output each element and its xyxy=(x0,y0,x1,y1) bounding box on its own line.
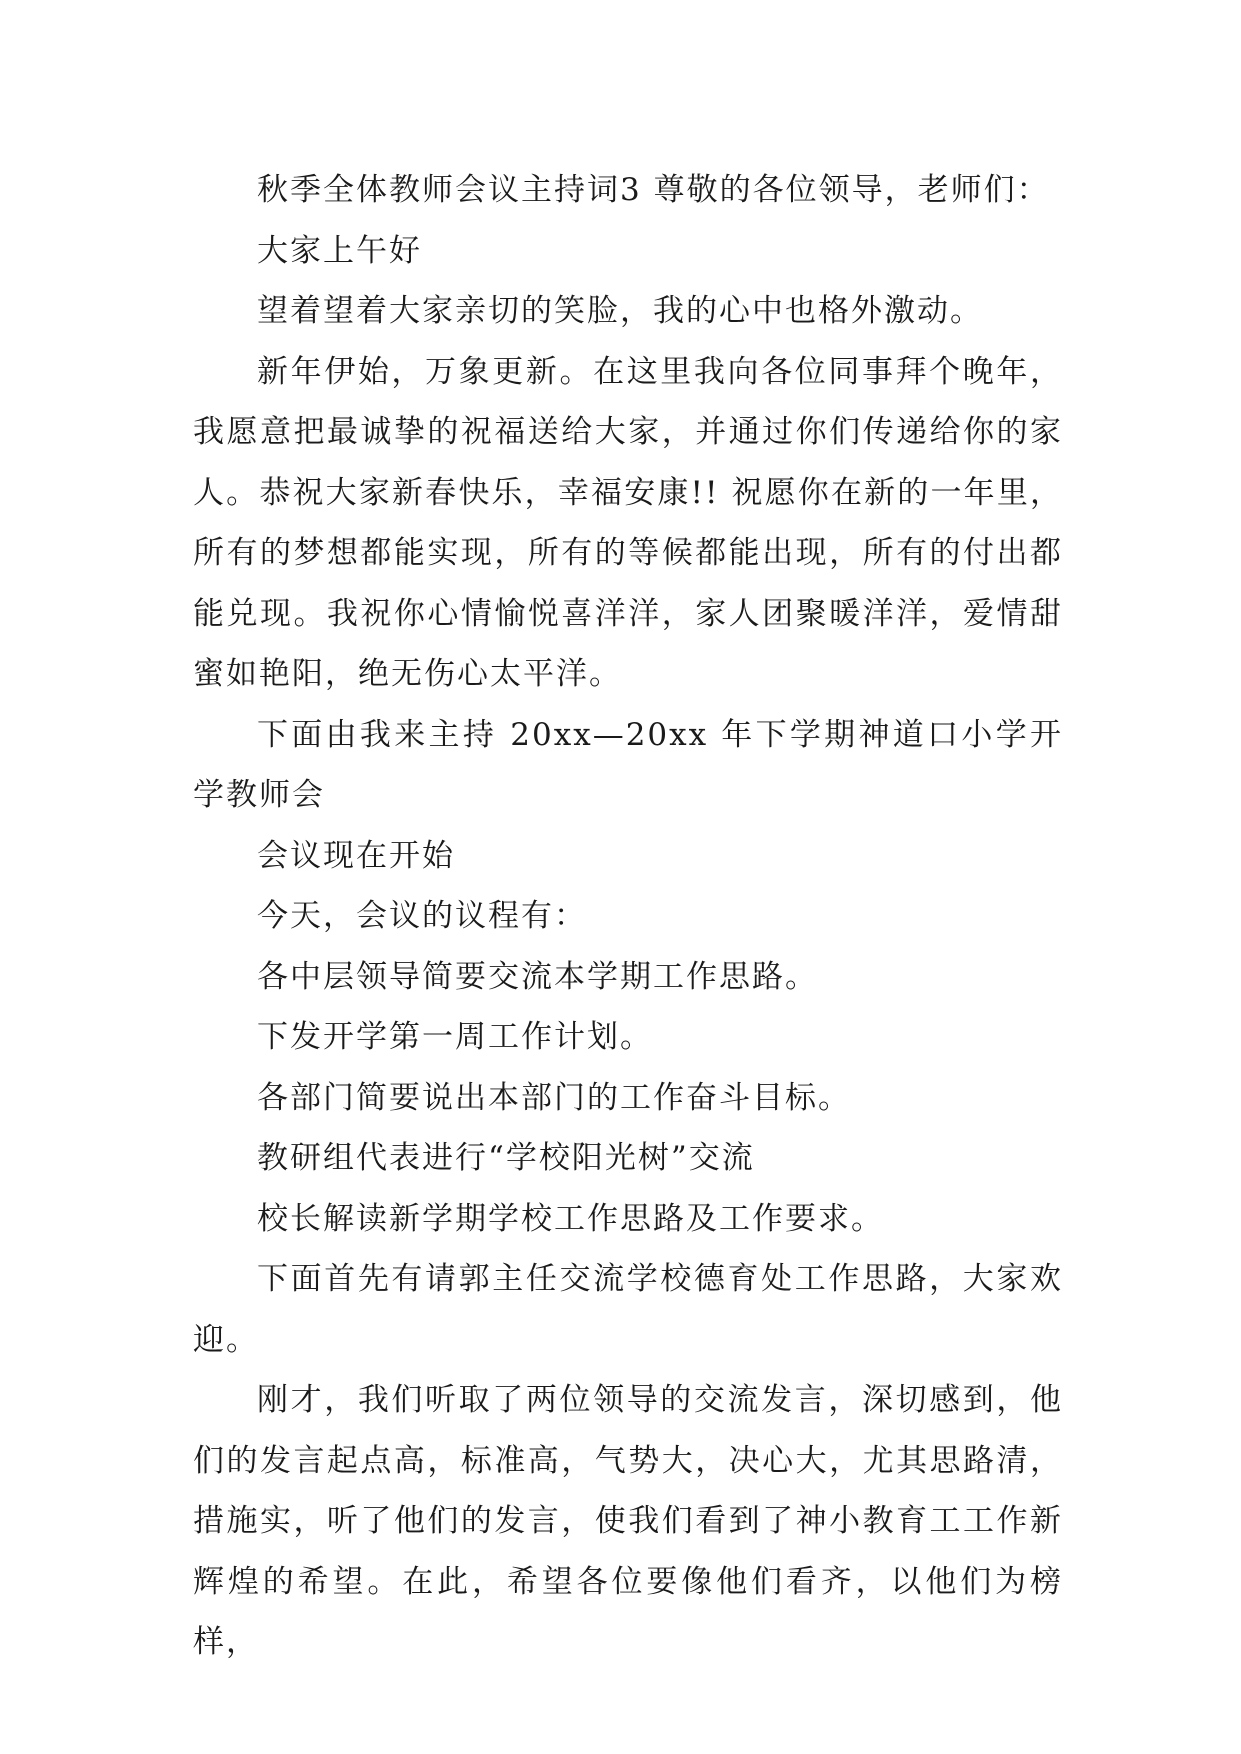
paragraph: 下面由我来主持 20xx—20xx 年下学期神道口小学开学教师会 xyxy=(193,716,1063,813)
agenda-item: 下发开学第一周工作计划。 xyxy=(257,1019,653,1055)
paragraph: 望着望着大家亲切的笑脸，我的心中也格外激动。 xyxy=(257,293,983,329)
paragraph-closing: 刚才，我们听取了两位领导的交流发言，深切感到，他们的发言起点高，标准高，气势大，决心大，尤其思路清，措施实，听了他们的发言，使我们看到了神小教育工工作新辉煌的希望。在此，希望各位要像他们看齐，以他们为榜样， xyxy=(193,1382,1063,1660)
agenda-item: 教研组代表进行“学校阳光树”交流 xyxy=(257,1140,755,1176)
paragraph-title: 秋季全体教师会议主持词3 尊敬的各位领导，老师们： xyxy=(257,172,1050,208)
paragraph-new-year: 新年伊始，万象更新。在这里我向各位同事拜个晚年，我愿意把最诚挚的祝福送给大家，并通过你们传递给你的家人。恭祝大家新春快乐，幸福安康!! 祝愿你在新的一年里，所有的梦想都能实现，所有的等候都能出现，所有的付出都能兑现。我祝你心情愉悦喜洋洋，家人团聚暖洋洋，爱情甜蜜如艳阳，绝无伤心太平洋。 xyxy=(193,353,1063,692)
agenda-item: 各部门简要说出本部门的工作奋斗目标。 xyxy=(257,1079,851,1116)
document-body xyxy=(193,160,1063,1673)
agenda-item: 校长解读新学期学校工作思路及工作要求。 xyxy=(257,1200,884,1237)
paragraph-greeting: 大家上午好 xyxy=(257,232,422,269)
agenda-item: 各中层领导简要交流本学期工作思路。 xyxy=(257,958,818,995)
paragraph: 会议现在开始 xyxy=(257,837,455,874)
paragraph-agenda-intro: 今天，会议的议程有： xyxy=(257,898,587,934)
paragraph: 下面首先有请郭主任交流学校德育处工作思路，大家欢迎。 xyxy=(193,1261,1063,1358)
